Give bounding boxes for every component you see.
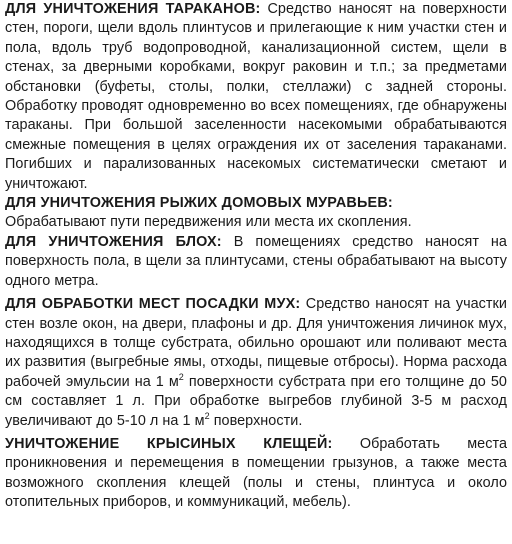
section-heading: ДЛЯ УНИЧТОЖЕНИЯ БЛОХ: <box>5 233 222 250</box>
section-body: поверхности субстрата при его толщине до 50 см составляет 1 л. При обработке выгребов глубиной 3-5 м расход увеличивают до 5-10 л на 1 м <box>5 373 507 429</box>
instruction-document <box>5 0 507 513</box>
section-body: поверхности. <box>209 412 303 429</box>
section-body: Обработать места проникновения и перемещения в помещении грызунов, а также места возможного скопления клещей (полы и стены, плинтуса и около отопительных приборов, и коммуникаций, мебель). <box>5 435 508 511</box>
section-heading: ДЛЯ УНИЧТОЖЕНИЯ ТАРАКАНОВ: <box>5 1 261 17</box>
section-rat-mites <box>5 435 507 513</box>
section-cockroaches <box>5 0 507 194</box>
section-heading: УНИЧТОЖЕНИЕ КРЫСИНЫХ КЛЕЩЕЙ: <box>5 435 333 452</box>
section-body: Обрабатывают пути передвижения или места их скопления. <box>5 214 412 231</box>
section-fleas <box>5 233 507 291</box>
section-heading: ДЛЯ ОБРАБОТКИ МЕСТ ПОСАДКИ МУХ: <box>5 296 301 313</box>
section-body: В помещениях средство наносят на поверхность пола, в щели за плинтусами, стены обрабатывают на высоту одного метра. <box>5 233 507 289</box>
superscript-2: 2 <box>178 371 184 382</box>
section-body: Средство наносят на поверхности стен, пороги, щели вдоль плинтусов и прилегающие к ним участки стен и пола, вдоль труб водопроводной, канализационной систем, щели в стенах, за дверными коробками, вокруг раковин и т.п.; за предметами обстановки (буфеты, столы, полки, стеллажи) с задней стороны. Обработку проводят одновременно во всех помещениях, где обнаружены тараканы. При большой заселенности насекомыми обрабатываются смежные помещения в целях ограждения их от заселения тараканами. Погибших и парализованных насекомых систематически сметают и уничтожают. <box>5 1 507 192</box>
section-heading: ДЛЯ УНИЧТОЖЕНИЯ РЫЖИХ ДОМОВЫХ МУРАВЬЕВ: <box>5 195 393 212</box>
section-flies <box>5 295 507 431</box>
superscript-2: 2 <box>204 410 210 421</box>
section-body: Средство наносят на участки стен возле окон, на двери, плафоны и др. Для уничтожения личинок мух, находящихся в толще субстрата, обильно орошают или поливают места их развития (выгребные ямы, отходы, пищевые отбросы). Норма расхода рабочей эмульсии на 1 м <box>5 296 507 390</box>
section-ants <box>5 194 507 233</box>
